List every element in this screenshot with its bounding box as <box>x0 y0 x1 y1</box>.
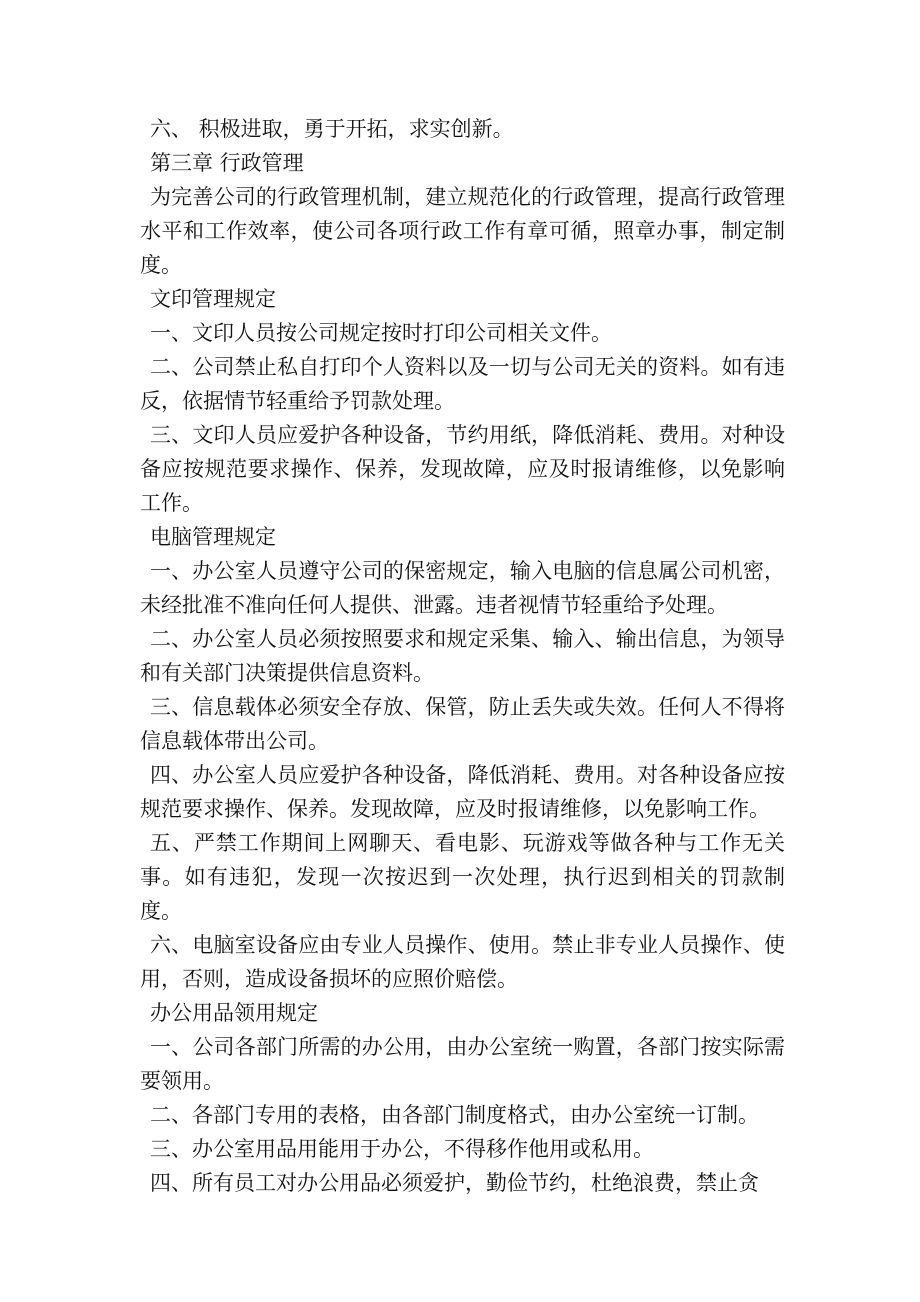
printing-rule-1: 一、文印人员按公司规定按时打印公司相关文件。 <box>150 321 612 345</box>
chapter-intro: 为完善公司的行政管理机制，建立规范化的行政管理，提高行政管理水平和工作效率，使公司各项行政工作有章可循，照章办事，制定制度。 <box>140 185 785 277</box>
computer-rule-3: 三、信息载体必须安全存放、保管，防止丢失或失效。任何人不得将信息载体带出公司。 <box>140 695 785 753</box>
printing-rule-2: 二、公司禁止私自打印个人资料以及一切与公司无关的资料。如有违反，依据情节轻重给予罚款处理。 <box>140 355 785 413</box>
computer-rule-4: 四、办公室人员应爱护各种设备，降低消耗、费用。对各种设备应按规范要求操作、保养。发现故障，应及时报请维修，以免影响工作。 <box>140 763 785 821</box>
supplies-rule-2: 二、各部门专用的表格，由各部门制度格式，由办公室统一订制。 <box>150 1103 759 1127</box>
computer-rule-5: 五、严禁工作期间上网聊天、看电影、玩游戏等做各种与工作无关事。如有违犯，发现一次按迟到一次处理，执行迟到相关的罚款制度。 <box>140 831 785 923</box>
chapter-heading: 第三章 行政管理 <box>150 151 304 175</box>
list-item-6: 六、 积极进取，勇于开拓，求实创新。 <box>150 117 514 141</box>
section-heading-supplies: 办公用品领用规定 <box>150 1001 318 1025</box>
supplies-rule-1: 一、公司各部门所需的办公用，由办公室统一购置，各部门按实际需要领用。 <box>140 1035 785 1093</box>
section-heading-printing: 文印管理规定 <box>150 287 276 311</box>
section-heading-computer: 电脑管理规定 <box>150 525 276 549</box>
supplies-rule-3: 三、办公室用品用能用于办公，不得移作他用或私用。 <box>150 1137 654 1161</box>
supplies-rule-4: 四、所有员工对办公用品必须爱护，勤俭节约，杜绝浪费，禁止贪 <box>150 1171 759 1195</box>
computer-rule-1: 一、办公室人员遵守公司的保密规定，输入电脑的信息属公司机密，未经批准不准向任何人提供、泄露。违者视情节轻重给予处理。 <box>140 559 785 617</box>
printing-rule-3: 三、文印人员应爱护各种设备，节约用纸，降低消耗、费用。对种设备应按规范要求操作、保养，发现故障，应及时报请维修，以免影响工作。 <box>140 423 785 515</box>
computer-rule-6: 六、电脑室设备应由专业人员操作、使用。禁止非专业人员操作、使用，否则，造成设备损坏的应照价赔偿。 <box>140 933 785 991</box>
computer-rule-2: 二、办公室人员必须按照要求和规定采集、输入、输出信息，为领导和有关部门决策提供信息资料。 <box>140 627 785 685</box>
document-page <box>140 112 785 1200</box>
